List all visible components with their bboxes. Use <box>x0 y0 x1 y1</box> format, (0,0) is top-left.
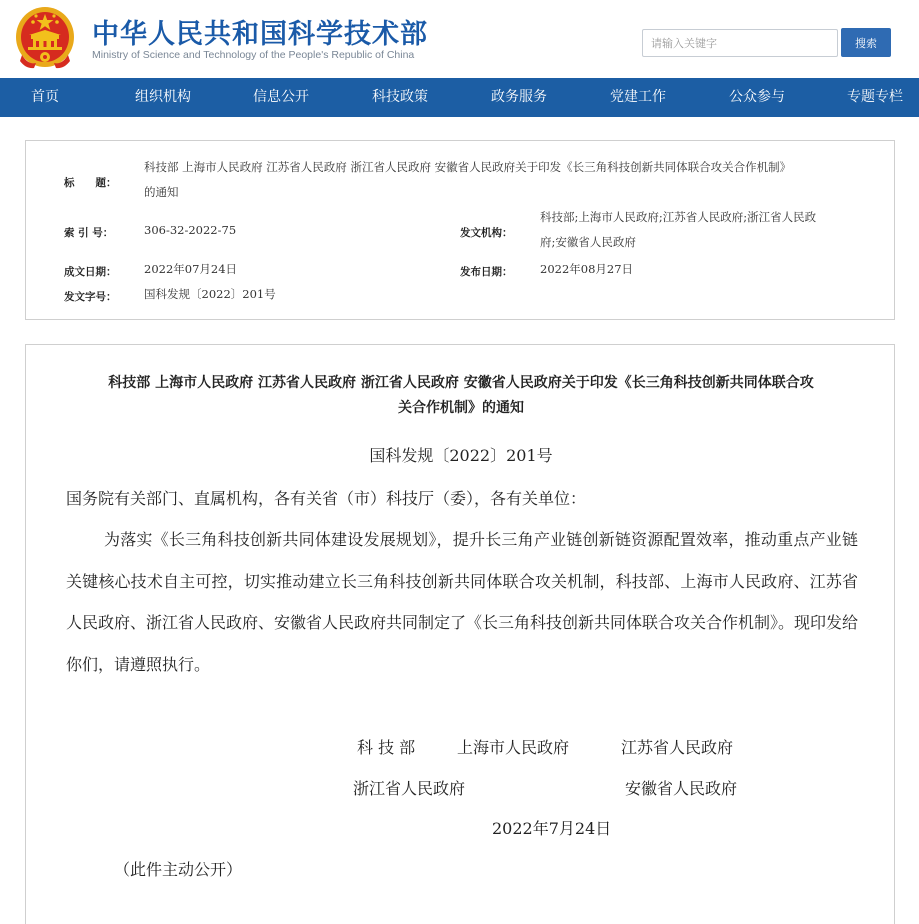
meta-index-value: 306-32-2022-75 <box>144 223 237 237</box>
document-date: 2022年7月24日 <box>492 819 612 838</box>
search-button[interactable]: 搜索 <box>841 28 891 57</box>
nav-item-info-disclosure[interactable]: 信息公开 <box>253 89 309 105</box>
meta-created-value: 2022年07月24日 <box>144 262 238 276</box>
main-nav <box>0 78 919 117</box>
site-title-english: Ministry of Science and Technology of the People's Republic of China <box>92 49 415 61</box>
meta-issuer-line2: 府;安徽省人民政府 <box>540 235 636 249</box>
search-input[interactable] <box>642 29 838 57</box>
document-number: 国科发规〔2022〕201号 <box>369 446 553 465</box>
site-title[interactable]: 中华人民共和国科学技术部 <box>92 19 428 50</box>
meta-index-label: 索 引 号： <box>64 227 114 239</box>
nav-item-topics[interactable]: 专题专栏 <box>847 89 903 105</box>
document-title <box>61 371 861 421</box>
meta-docno-value: 国科发规〔2022〕201号 <box>144 287 276 301</box>
document-title-line2: 关合作机制》的通知 <box>398 400 524 416</box>
document-body: 为落实《长三角科技创新共同体建设发展规划》，提升长三角产业链创新链资源配置效率，推动重点产业链关键核心技术自主可控，切实推动建立长三角科技创新共同体联合攻关机制，科技部、上海市人民政府、江苏省人民政府、浙江省人民政府、安徽省人民政府共同制定了《长三角科技创新共同体联合攻关合作机制》。现印发给你们，请遵照执行。 <box>66 530 859 674</box>
site-header <box>0 0 919 78</box>
signatory-most: 科 技 部 <box>357 738 416 757</box>
nav-item-organization[interactable]: 组织机构 <box>135 89 191 105</box>
meta-created-label: 成文日期： <box>64 266 117 278</box>
nav-item-home[interactable]: 首页 <box>31 89 59 105</box>
document-content <box>25 344 895 924</box>
document-title-line1: 科技部 上海市人民政府 江苏省人民政府 浙江省人民政府 安徽省人民政府关于印发《长三角科技创新共同体联合攻 <box>108 375 814 391</box>
meta-docno-label: 发文字号： <box>64 291 117 303</box>
document-salutation: 国务院有关部门、直属机构，各有关省（市）科技厅（委），各有关单位： <box>66 489 587 508</box>
meta-title-value <box>144 155 864 205</box>
nav-item-public[interactable]: 公众参与 <box>729 89 785 105</box>
nav-item-policy[interactable]: 科技政策 <box>372 89 428 105</box>
signatory-anhui: 安徽省人民政府 <box>625 779 738 798</box>
document-meta-box <box>25 140 895 320</box>
meta-issuer-label: 发文机构： <box>460 227 513 239</box>
nav-item-party[interactable]: 党建工作 <box>610 89 666 105</box>
meta-published-label: 发布日期： <box>460 266 513 278</box>
meta-title-line2: 的通知 <box>144 185 179 199</box>
nav-item-services[interactable]: 政务服务 <box>491 89 547 105</box>
public-note: （此件主动公开） <box>114 860 243 879</box>
meta-issuer-line1: 科技部;上海市人民政府;江苏省人民政府;浙江省人民政 <box>540 210 817 224</box>
signatory-zhejiang: 浙江省人民政府 <box>353 779 466 798</box>
meta-title-line1: 科技部 上海市人民政府 江苏省人民政府 浙江省人民政府 安徽省人民政府关于印发《长三角科技创新共同体联合攻关合作机制》 <box>144 160 792 174</box>
meta-published-value: 2022年08月27日 <box>540 262 634 276</box>
meta-issuer-value <box>540 205 816 255</box>
signatory-jiangsu: 江苏省人民政府 <box>621 738 734 757</box>
national-emblem-icon[interactable] <box>14 5 76 71</box>
meta-title-label: 标 题： <box>64 177 117 189</box>
signatory-shanghai: 上海市人民政府 <box>457 738 570 757</box>
